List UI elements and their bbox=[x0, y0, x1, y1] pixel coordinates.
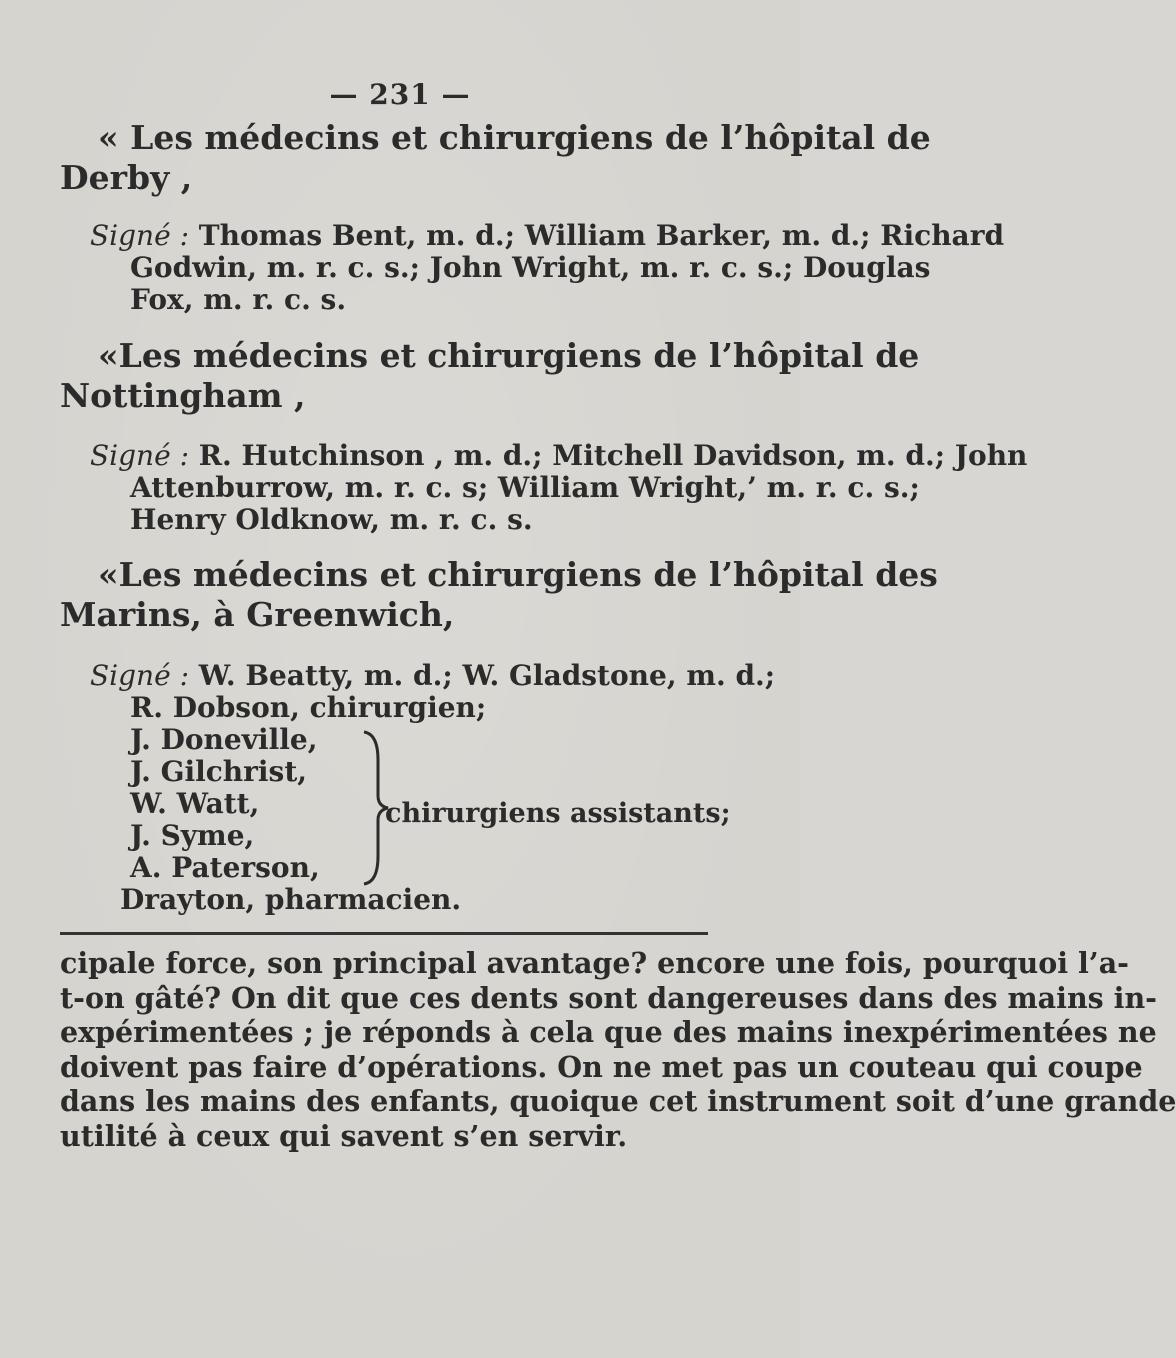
assistant-surgeons-label: chirurgiens assistants; bbox=[385, 798, 731, 829]
assistant-name: A. Paterson, bbox=[130, 851, 320, 884]
assistant-name: J. Doneville, bbox=[130, 723, 318, 756]
signatory-line: Godwin, m. r. c. s.; John Wright, m. r. c. s.; Douglas bbox=[130, 251, 931, 284]
body-line: utilité à ceux qui savent s’en servir. bbox=[60, 1118, 628, 1153]
section-derby-signatories bbox=[60, 219, 1005, 316]
heading-line: Nottingham , bbox=[60, 376, 306, 415]
assistant-name: J. Gilchrist, bbox=[130, 755, 307, 788]
body-paragraph bbox=[60, 946, 1176, 1153]
section-divider bbox=[60, 932, 708, 935]
assistant-name: J. Syme, bbox=[130, 819, 255, 852]
body-line: doivent pas faire d’opérations. On ne met pas un couteau qui coupe bbox=[60, 1049, 1143, 1084]
heading-line: « Les médecins et chirurgiens de l’hôpital de bbox=[98, 118, 931, 157]
signatory-line: Thomas Bent, m. d.; William Barker, m. d.; Richard bbox=[198, 219, 1005, 252]
heading-line: «Les médecins et chirurgiens de l’hôpital de bbox=[98, 336, 920, 375]
signatory-line: Henry Oldknow, m. r. c. s. bbox=[130, 503, 533, 536]
signed-label: Signé : bbox=[90, 219, 189, 252]
signed-label: Signé : bbox=[90, 659, 189, 692]
signatory-line: R. Dobson, chirurgien; bbox=[130, 691, 487, 724]
body-line: dans les mains des enfants, quoique cet instrument soit d’une grande bbox=[60, 1084, 1176, 1118]
signed-label: Signé : bbox=[90, 439, 189, 472]
signatory-line: W. Beatty, m. d.; W. Gladstone, m. d.; bbox=[198, 659, 776, 692]
assistant-name: W. Watt, bbox=[130, 787, 260, 820]
heading-line: Marins, à Greenwich, bbox=[60, 595, 455, 634]
pharmacist-line: Drayton, pharmacien. bbox=[120, 883, 462, 916]
page-number: — 231 — bbox=[329, 78, 471, 111]
section-greenwich-heading bbox=[60, 555, 938, 635]
signatory-line: Attenburrow, m. r. c. s; William Wright,’ m. r. c. s.; bbox=[130, 471, 920, 504]
section-nottingham-heading bbox=[60, 336, 920, 416]
signatory-line: Fox, m. r. c. s. bbox=[130, 283, 347, 316]
heading-line: Derby , bbox=[60, 158, 193, 197]
section-nottingham-signatories bbox=[60, 439, 1028, 536]
heading-line: «Les médecins et chirurgiens de l’hôpital des bbox=[98, 555, 938, 594]
signatory-line: R. Hutchinson , m. d.; Mitchell Davidson, m. d.; John bbox=[198, 439, 1028, 472]
section-greenwich-signatories bbox=[60, 659, 776, 724]
body-line: t-on gâté? On dit que ces dents sont dangereuses dans des mains in- bbox=[60, 980, 1158, 1015]
section-derby-heading bbox=[60, 118, 931, 198]
body-line: cipale force, son principal avantage? encore une fois, pourquoi l’a- bbox=[60, 946, 1130, 980]
body-line: expérimentées ; je réponds à cela que des mains inexpérimentées ne bbox=[60, 1015, 1157, 1049]
